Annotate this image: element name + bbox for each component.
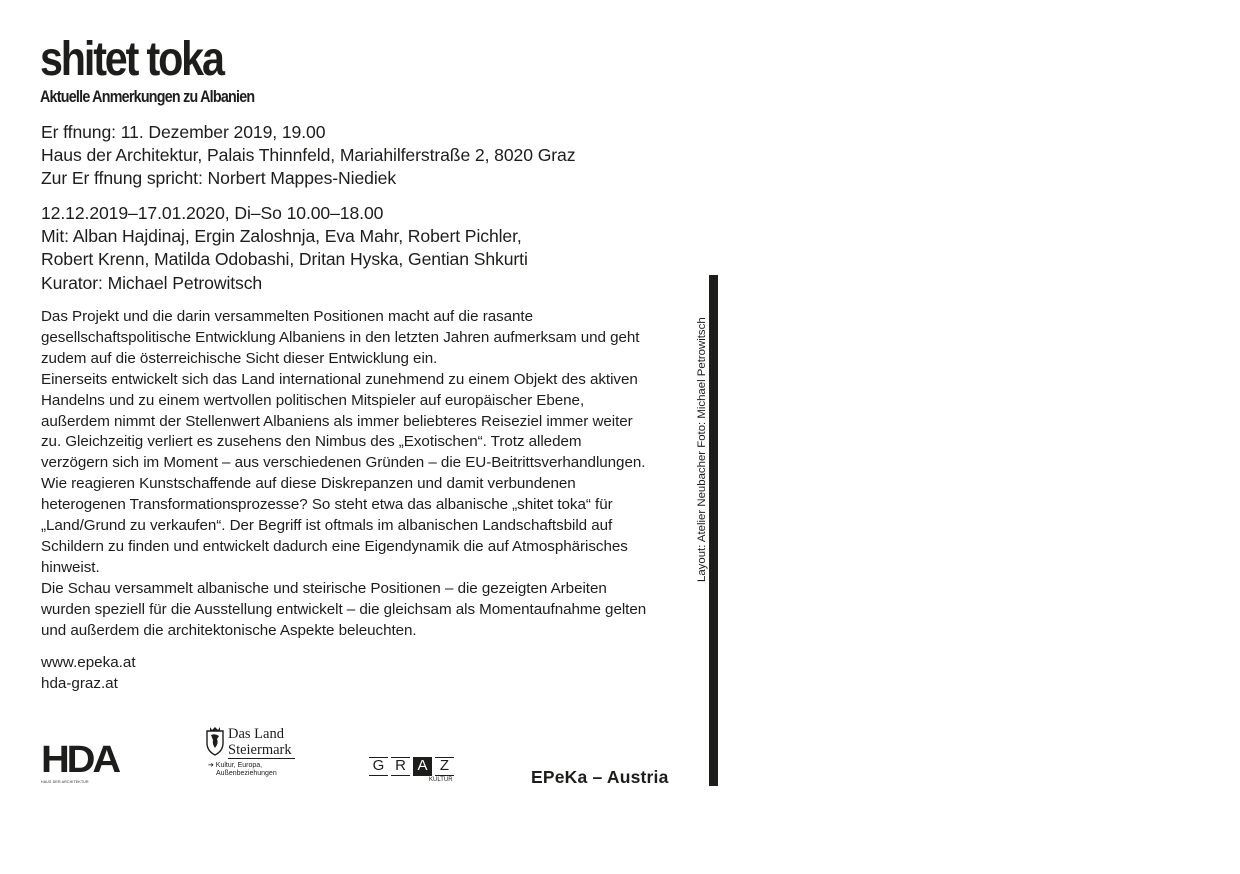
vertical-divider <box>709 275 718 786</box>
graz-letter-g: G <box>369 757 388 776</box>
artists-line-2: Robert Krenn, Matilda Odobashi, Dritan Hyska, Gentian Shkurti <box>41 249 528 270</box>
description <box>41 307 651 642</box>
curator: Kurator: Michael Petrowitsch <box>41 272 263 293</box>
steiermark-rule <box>228 758 295 759</box>
hda-link[interactable]: hda-graz.at <box>41 675 118 692</box>
page-title: shitet toka <box>40 33 223 86</box>
hda-logo <box>41 739 131 788</box>
graz-logo-sub: KULTUR <box>429 777 453 783</box>
opening-info <box>41 121 575 191</box>
artists-line-1: Mit: Alban Hajdinaj, Ergin Zaloshnja, Eva Mahr, Robert Pichler, <box>41 226 522 247</box>
hda-logo-sub: HAUS DER ARCHITEKTUR <box>41 780 89 784</box>
opening-date: Er ffnung: 11. Dezember 2019, 19.00 <box>41 122 326 142</box>
page-subtitle: Aktuelle Anmerkungen zu Albanien <box>40 87 255 106</box>
steiermark-logo <box>204 726 314 786</box>
paragraph-show: Die Schau versammelt albanische und steirische Positionen – die gezeigten Arbeiten wurden speziell für die Ausstellung entwickelt – die gleichsam als Momentaufnahme gelten und außerdem die architektonische Aspekte beleuchten. <box>41 579 647 639</box>
epeka-link[interactable]: www.epeka.at <box>41 654 136 671</box>
graz-letter-r: R <box>391 757 410 776</box>
coat-of-arms-icon <box>204 726 226 756</box>
web-links <box>41 652 136 694</box>
photo-credit: Layout: Atelier Neubacher Foto: Michael Petrowitsch <box>696 317 708 582</box>
opening-venue: Haus der Architektur, Palais Thinnfeld, Mariahilferstraße 2, 8020 Graz <box>41 145 576 166</box>
graz-kultur-logo <box>369 757 459 785</box>
steiermark-department: ➔ Kultur, Europa, Außenbeziehungen <box>208 762 277 777</box>
exhibition-info <box>41 202 528 295</box>
exhibition-dates: 12.12.2019–17.01.2020, Di–So 10.00–18.00 <box>41 203 384 223</box>
paragraph-context: Einerseits entwickelt sich das Land international zunehmend zu einem Objekt des aktiven Handelns und zu einem wertvollen politischen Mitspieler auf europäischer Ebene, außerdem nimmt der Stellenwert Albaniens als immer beliebteres Reiseziel immer weiter zu. Gleichzeitig verliert es zusehens den Nimbus des „Exotischen“. Trotz alledem verzögern sich im Moment – aus verschiedenen Gründen – die EU-Beitrittsverhandlungen. Wie reagieren Kunstschaffende auf diese Diskrepanzen und damit verbundenen heterogenen Transformationsprozesse? So steht etwa das albanische „shitet toka“ für „Land/Grund zu verkaufen“. Der Begriff ist oftmals im albanischen Landschaftsbild auf Schildern zu finden und entwickelt dadurch eine Eigendynamik die auf Atmosphärisches hinweist. <box>41 370 646 576</box>
graz-letter-a: A <box>413 757 432 776</box>
steiermark-name: Das Land Steiermark <box>228 726 292 758</box>
paragraph-intro: Das Projekt und die darin versammelten Positionen macht auf die rasante gesellschaftspolitische Entwicklung Albaniens in den letzten Jahren aufmerksam und geht zudem auf die österreichische Sicht dieser Entwicklung ein. <box>41 308 640 367</box>
hda-logo-mark: HDA <box>41 739 118 781</box>
epeka-logo: EPeKa – Austria <box>531 767 669 787</box>
graz-letter-z: Z <box>435 757 454 776</box>
opening-speaker: Zur Er ffnung spricht: Norbert Mappes-Niediek <box>41 168 397 189</box>
